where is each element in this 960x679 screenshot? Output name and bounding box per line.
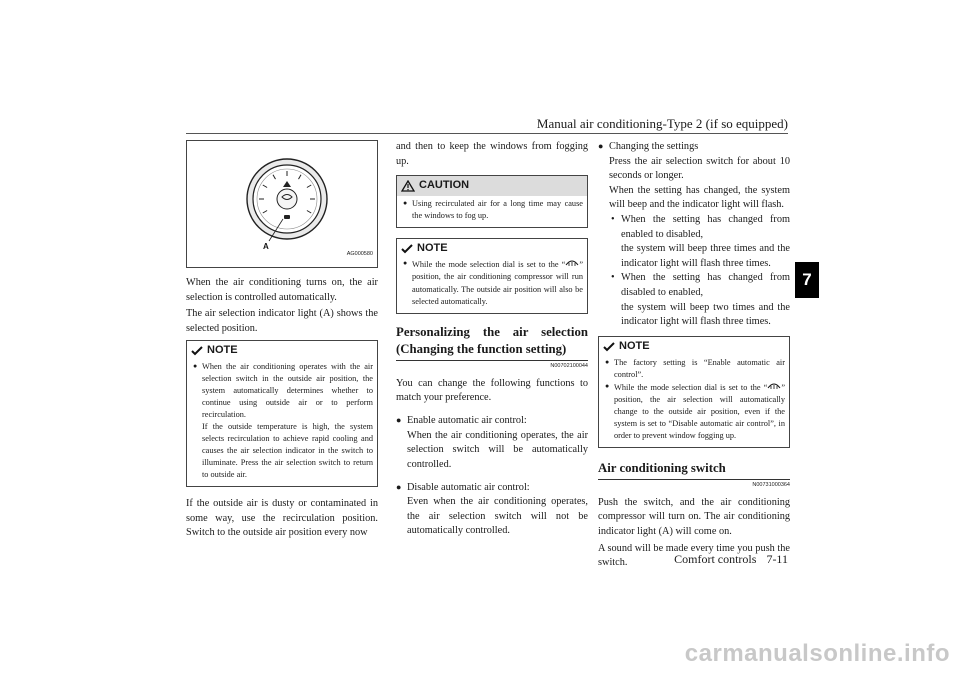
note-box — [396, 238, 588, 314]
air-selection-dial-illustration — [187, 141, 377, 267]
sub-item-text: • When the setting has changed from enabled to disabled, — [621, 214, 790, 240]
paragraph: When the air conditioning turns on, the air selection is controlled automatically. — [186, 277, 378, 303]
note-body — [397, 256, 587, 312]
note-heading — [397, 239, 587, 257]
defrost-mode-icon — [565, 258, 579, 267]
header-rule — [186, 133, 788, 134]
sub-item-text: the system will beep three times and the indicator light will flash three times. — [621, 243, 790, 269]
note-label: NOTE — [619, 339, 650, 352]
section-title-ac-switch: Air conditioning switch — [598, 460, 790, 480]
paragraph: The air selection indicator light (A) shows the selected position. — [186, 308, 378, 334]
bullet-title: ● Disable automatic air control: — [407, 481, 530, 493]
note-heading — [187, 341, 377, 359]
sub-item-text: the system will beep two times and the indicator light will flash three times. — [621, 301, 790, 328]
note-item: ● The factory setting is “Enable automatic air control”. — [605, 357, 785, 381]
chapter-tab: 7 — [795, 262, 819, 298]
note-text: When the air conditioning operates with the air selection switch in the outside air position, the system automatically determines whether to continue using outside air or to perform recirculation. — [202, 362, 373, 420]
note-checkmark-icon — [401, 244, 413, 254]
caution-heading — [397, 176, 587, 196]
figure-label-a: A — [263, 242, 269, 251]
bullet-item — [396, 414, 588, 472]
caution-item: ● Using recirculated air for a long time may cause the windows to fog up. — [403, 198, 583, 222]
note-checkmark-icon — [603, 342, 615, 352]
note-heading — [599, 337, 789, 355]
bullet-item — [396, 481, 588, 539]
caution-box — [396, 175, 588, 228]
page-footer — [600, 552, 788, 567]
defrost-mode-icon — [767, 381, 781, 390]
warning-triangle-icon — [401, 180, 415, 192]
paragraph: You can change the following functions to match your preference. — [396, 377, 588, 404]
note-text: While the mode selection dial is set to the “ — [614, 382, 768, 392]
note-body — [187, 359, 377, 486]
note-checkmark-icon — [191, 346, 203, 356]
note-label: NOTE — [207, 344, 238, 357]
bullet-title: ● Changing the settings — [609, 141, 699, 152]
note-label: NOTE — [417, 241, 448, 254]
sub-item — [609, 213, 790, 271]
watermark: carmanualsonline.info — [684, 640, 950, 667]
running-header-title: Manual air conditioning-Type 2 (if so equipped) — [536, 116, 788, 131]
paragraph: Push the switch, and the air conditioning compressor will turn on. The air conditioning indicator light (A) will come on. — [598, 496, 790, 537]
note-text: While the mode selection dial is set to the “ — [412, 260, 566, 270]
sub-item — [609, 271, 790, 329]
paragraph: and then to keep the windows from fogging up. — [396, 141, 588, 167]
bullet-item — [598, 140, 790, 330]
bullet-text: When the air conditioning operates, the air selection switch will be automatically controlled. — [407, 429, 588, 470]
paragraph: A sound will be made every time you push the switch. — [598, 542, 790, 569]
note-body — [599, 355, 789, 447]
note-box — [598, 336, 790, 448]
note-text: ” position, the air selection will automatically change to the outside air position, even if the system is set to “Disable automatic air control”, in order to prevent window fogging up. — [614, 382, 785, 440]
footer-section: Comfort controls — [674, 552, 757, 566]
note-item — [605, 381, 785, 442]
bullet-text: When the setting has changed, the system will beep and the indicator light will flash. — [609, 184, 790, 211]
page-number: 7-11 — [766, 552, 788, 566]
section-code: N00731000364 — [752, 481, 790, 488]
note-item — [403, 258, 583, 307]
note-box — [186, 340, 378, 487]
bullet-text: Press the air selection switch for about 10 seconds or longer. — [609, 155, 790, 182]
caution-label: CAUTION — [419, 179, 470, 192]
dial-figure — [186, 140, 378, 268]
column-3 — [598, 140, 790, 573]
caution-body — [397, 196, 587, 227]
sub-item-text: • When the setting has changed from disabled to enabled, — [621, 272, 790, 299]
paragraph: If the outside air is dusty or contaminated in some way, use the recirculation position. Switch to the outside air position every now — [186, 498, 378, 539]
bullet-text: Even when the air conditioning operates, the air selection switch will not be automatically controlled. — [407, 496, 588, 537]
figure-image-id: AG000580 — [346, 251, 373, 258]
note-item — [193, 361, 373, 481]
note-text: ” position, the air conditioning compressor will run automatically. The outside air position will also be selected automatically. — [412, 260, 583, 306]
column-2 — [396, 140, 588, 542]
bullet-title: ● Enable automatic air control: — [407, 415, 527, 427]
section-title-personalizing: Personalizing the air selection (Changing the function setting) — [396, 324, 588, 362]
section-code: N00702100044 — [550, 363, 588, 370]
note-text: If the outside temperature is high, the system selects recirculation to achieve rapid cooling and causes the air selection indicator in the switch to illuminate. Press the air selection switch to return to outside air. — [202, 422, 373, 480]
column-1 — [186, 140, 378, 543]
